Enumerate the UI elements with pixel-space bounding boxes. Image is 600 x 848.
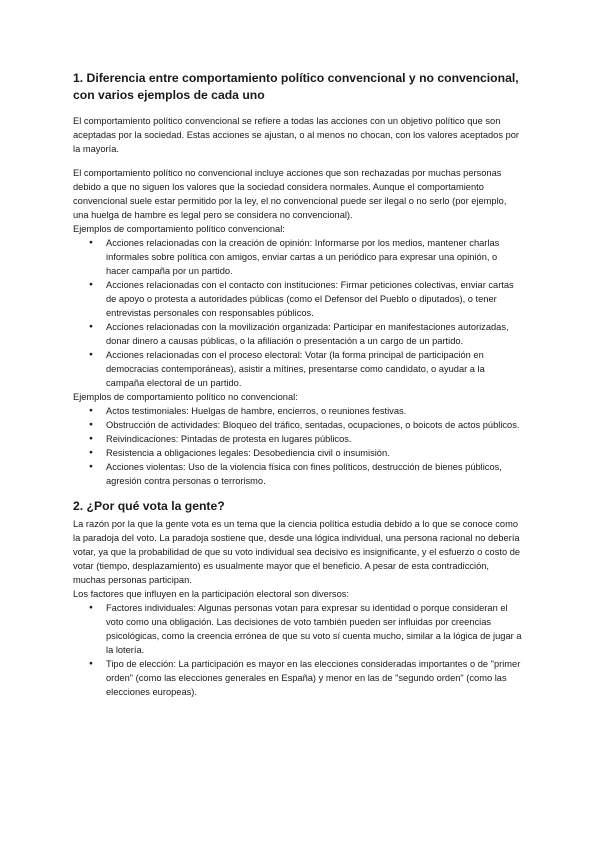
nonconventional-examples-list xyxy=(73,404,522,488)
list-item: ● Tipo de elección: La participación es mayor en las elecciones consideradas importantes o de "primer orden" (como las elecciones generales en España) y menor en las de "segundo orden" (como las elecciones europeas). xyxy=(106,657,522,699)
section1-paragraph-2: El comportamiento político no convencional incluye acciones que son rechazadas por muchas personas debido a que no siguen los valores que la sociedad considera normales. Aunque el comportamiento convencional suele estar permitido por la ley, el no convencional puede ser ilegal o no serlo (por ejemplo, una huelga de hambre es legal pero se considera no convencional). xyxy=(73,168,507,220)
section2-paragraph-1: La razón por la que la gente vota es un tema que la ciencia política estudia debido a lo que se conoce como la paradoja del voto. La paradoja sostiene que, desde una lógica individual, una persona racional no debería votar, ya que la probabilidad de que su voto individual sea decisivo es insignificante, y el esfuerzo o costo de votar (tiempo, desplazamiento) es usualmente mayor que el beneficio. A pesar de esta contradicción, muchas personas participan. xyxy=(73,519,521,585)
list-item: ● Resistencia a obligaciones legales: Desobediencia civil o insumisión. xyxy=(106,446,522,460)
nonconventional-examples-intro: Ejemplos de comportamiento político no convencional: xyxy=(73,392,298,402)
list-item: ● Acciones relacionadas con el proceso electoral: Votar (la forma principal de participación en democracias contemporáneas), asistir a mítines, presentarse como candidato, o ayudar a la campaña electoral de un partido. xyxy=(106,348,522,390)
section1-paragraph-1: El comportamiento político convencional se refiere a todas las acciones con un objetivo político que son aceptadas por la sociedad. Estas acciones se ajustan, o al menos no chocan, con los valores aceptados por la mayoría. xyxy=(73,116,520,154)
list-item: ● Obstrucción de actividades: Bloqueo del tráfico, sentadas, ocupaciones, o boicots de actos públicos. xyxy=(106,418,522,432)
list-item: ● Acciones relacionadas con la creación de opinión: Informarse por los medios, mantener charlas informales sobre política con amigos, enviar cartas a un periódico para expresar una opinión, o hacer campaña por un partido. xyxy=(106,236,522,278)
factors-list xyxy=(73,601,522,699)
list-item: ● Acciones relacionadas con el contacto con instituciones: Firmar peticiones colectivas, enviar cartas de apoyo o protesta a autoridades públicas (como el Defensor del Pueblo o diputados), o tener entrevistas personales con responsables públicos. xyxy=(106,278,522,320)
list-item: ● Reivindicaciones: Pintadas de protesta en lugares públicos. xyxy=(106,432,522,446)
list-item: ● Acciones relacionadas con la movilización organizada: Participar en manifestaciones autorizadas, donar dinero a causas públicas, o la afiliación o presentación a un cargo de un partido. xyxy=(106,320,522,348)
section2-heading: 2. ¿Por qué vota la gente? xyxy=(73,499,225,513)
list-item: ● Factores individuales: Algunas personas votan para expresar su identidad o porque consideran el voto como una obligación. Las decisiones de voto también pueden ser influidas por creencias psicológicas, como la creencia errónea de que su voto sí cuenta mucho, similar a la lógica de jugar a la lotería. xyxy=(106,601,522,657)
list-item: ● Actos testimoniales: Huelgas de hambre, encierros, o reuniones festivas. xyxy=(106,404,522,418)
section1-heading: 1. Diferencia entre comportamiento político convencional y no convencional, con varios ejemplos de cada uno xyxy=(73,71,519,102)
conventional-examples-list xyxy=(73,236,522,390)
factors-intro: Los factores que influyen en la participación electoral son diversos: xyxy=(73,589,349,599)
section2 xyxy=(73,498,522,699)
conventional-examples-intro: Ejemplos de comportamiento político convencional: xyxy=(73,224,285,234)
list-item: ● Acciones violentas: Uso de la violencia física con fines políticos, destrucción de bienes públicos, agresión contra personas o terrorismo. xyxy=(106,460,522,488)
